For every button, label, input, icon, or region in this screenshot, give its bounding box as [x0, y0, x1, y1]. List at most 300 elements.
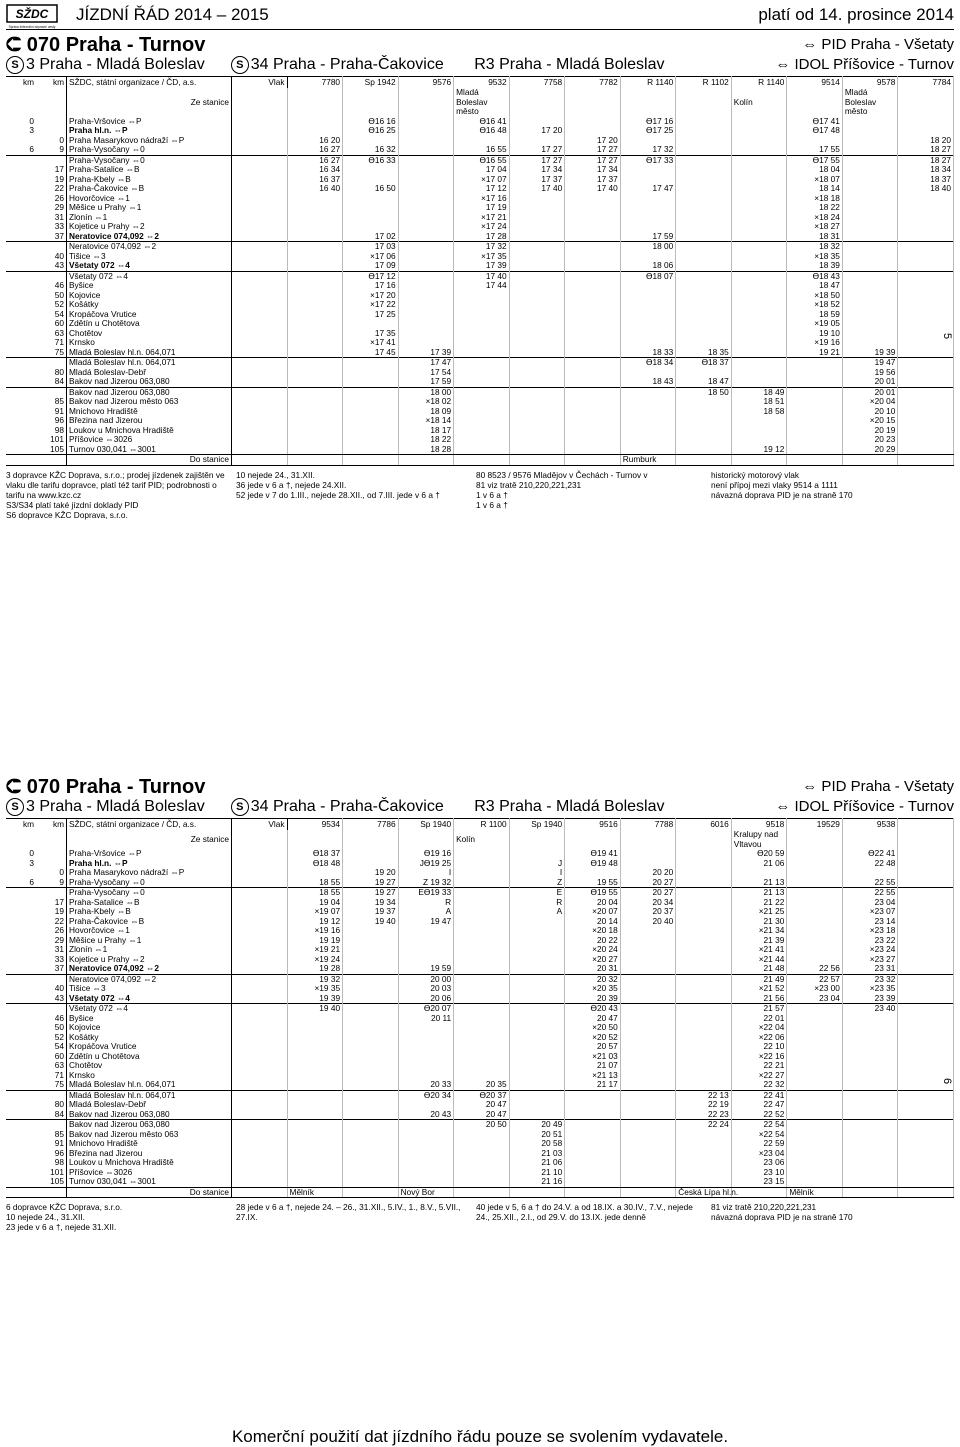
cell: [232, 358, 288, 368]
from-station: [343, 830, 399, 849]
header-cell: 9518: [731, 819, 787, 831]
time-cell: [898, 1042, 954, 1052]
km-cell: 22: [54, 183, 64, 193]
km-cell: 26: [54, 925, 64, 935]
time-cell: [676, 1168, 732, 1178]
time-cell: [842, 1052, 898, 1062]
table-row: [6, 252, 954, 262]
time-cell: [620, 945, 676, 955]
to-station: [731, 1187, 787, 1198]
time-cell: 19 12: [287, 917, 343, 927]
table-row: [6, 184, 954, 194]
time-cell: [509, 994, 565, 1004]
cell: [232, 1100, 288, 1110]
time-cell: [898, 338, 954, 348]
s-line-badge: S: [231, 798, 249, 816]
station-name: Praha-Čakovice ⇔B: [67, 917, 232, 927]
time-cell: 16 27: [287, 145, 343, 155]
integrated-transport-2: ⇔ IDOL Příšovice - Turnov: [775, 56, 954, 73]
km-cell: 52: [54, 1031, 64, 1042]
footnote: 6 dopravce KŽC Doprava, s.r.o.: [6, 1202, 123, 1212]
time-cell: [287, 377, 343, 387]
cell: [232, 945, 288, 955]
time-cell: [898, 1168, 954, 1178]
table-row: [6, 310, 954, 320]
time-cell: 19 59: [398, 964, 454, 974]
station-name: Kojetice u Prahy ⇔2: [67, 955, 232, 965]
station-name: Praha-Vršovice ⇔P: [67, 849, 232, 859]
km-cell: 46: [54, 1012, 64, 1023]
to-station: [898, 455, 954, 466]
km-cell: [6, 232, 36, 242]
time-cell: [454, 1139, 510, 1149]
to-station: [565, 455, 621, 466]
time-cell: 18 34: [898, 165, 954, 175]
time-cell: [620, 1004, 676, 1014]
station-name: Všetaty 072 ⇔4: [67, 261, 232, 271]
station-name: Mladá Boleslav-Debř: [67, 368, 232, 378]
time-cell: [676, 945, 732, 955]
station-name: Neratovice 074,092 ⇔2: [67, 974, 232, 984]
time-cell: [454, 291, 510, 301]
time-cell: [842, 155, 898, 165]
station-name: Neratovice 074,092 ⇔2: [67, 242, 232, 252]
header-cell: Vlak: [232, 819, 288, 831]
time-cell: [787, 917, 843, 927]
time-cell: [454, 1061, 510, 1071]
cell: [232, 1014, 288, 1024]
km-cell: [6, 184, 36, 194]
cell: [232, 175, 288, 185]
time-cell: ×22 27: [731, 1071, 787, 1081]
time-cell: Ɵ17 33: [620, 155, 676, 165]
table-row: [6, 319, 954, 329]
sub-route-number: 3: [26, 56, 35, 73]
header-divider: [6, 29, 954, 30]
time-cell: A: [398, 907, 454, 917]
cell: [232, 145, 288, 155]
time-cell: [343, 849, 399, 859]
km-cell: [6, 271, 36, 281]
time-cell: [509, 435, 565, 445]
time-cell: [898, 926, 954, 936]
time-cell: [787, 1130, 843, 1140]
time-cell: A: [509, 907, 565, 917]
time-cell: [787, 907, 843, 917]
time-cell: [676, 271, 732, 281]
cell: [232, 898, 288, 908]
table-row: [6, 445, 954, 455]
time-cell: [509, 1052, 565, 1062]
km-cell: [6, 936, 36, 946]
km-cell: [6, 888, 36, 898]
time-cell: ×20 04: [842, 397, 898, 407]
time-cell: [343, 1052, 399, 1062]
time-cell: 17 27: [565, 155, 621, 165]
time-cell: [731, 117, 787, 127]
time-cell: [676, 261, 732, 271]
time-cell: [676, 194, 732, 204]
table-row: [6, 358, 954, 368]
time-cell: [565, 271, 621, 281]
time-cell: [287, 300, 343, 310]
time-cell: 16 40: [287, 184, 343, 194]
s-line-badge: S: [6, 798, 24, 816]
time-cell: [842, 117, 898, 127]
time-cell: 20 01: [842, 387, 898, 397]
time-cell: [676, 964, 732, 974]
time-cell: [287, 338, 343, 348]
sub-route-label: Praha - Mladá Boleslav: [34, 798, 205, 815]
cell: [232, 849, 288, 859]
time-cell: [509, 917, 565, 927]
to-station: Nový Bor: [398, 1187, 454, 1198]
time-cell: [509, 348, 565, 358]
time-cell: [842, 1033, 898, 1043]
header-cell: 19529: [787, 819, 843, 831]
cell: [232, 222, 288, 232]
sub-route-number: 34: [250, 798, 269, 815]
time-cell: ×21 41: [731, 945, 787, 955]
time-cell: [842, 213, 898, 223]
cell: [36, 88, 67, 117]
time-cell: [676, 955, 732, 965]
time-cell: 21 07: [565, 1061, 621, 1071]
sub-route: [470, 56, 665, 73]
page-number-5: 5: [940, 332, 953, 340]
station-name: Praha-Satalice ⇔B: [67, 165, 232, 175]
cell: [232, 397, 288, 407]
time-cell: [565, 117, 621, 127]
time-cell: 22 23: [676, 1110, 732, 1120]
table-row: [6, 397, 954, 407]
station-name: Březina nad Jizerou: [67, 416, 232, 426]
km-cell: 46: [54, 280, 64, 290]
time-cell: [509, 1090, 565, 1100]
time-cell: 20 29: [842, 445, 898, 455]
time-cell: 17 45: [343, 348, 399, 358]
to-station: [509, 455, 565, 466]
time-cell: [509, 338, 565, 348]
km-cell: [6, 945, 36, 955]
km-cell: 50: [54, 289, 64, 300]
sub-route-number: 34: [250, 56, 269, 73]
sub-route: [231, 798, 444, 815]
time-cell: 17 32: [620, 145, 676, 155]
time-cell: [343, 1014, 399, 1024]
station-name: Všetaty 072 ⇔4: [67, 1004, 232, 1014]
station-name: Neratovice 074,092 ⇔2: [67, 964, 232, 974]
time-cell: Ɵ20 59: [731, 849, 787, 859]
time-cell: 23 15: [731, 1177, 787, 1187]
time-cell: [787, 1023, 843, 1033]
time-cell: [842, 291, 898, 301]
time-cell: [343, 358, 399, 368]
time-cell: [343, 397, 399, 407]
time-cell: [509, 222, 565, 232]
time-cell: [454, 859, 510, 869]
validity-date: platí od 14. prosince 2014: [758, 5, 954, 24]
time-cell: [676, 203, 732, 213]
time-cell: 17 34: [565, 165, 621, 175]
time-cell: [898, 252, 954, 262]
from-label: Ze stanice: [67, 88, 232, 117]
station-name: Praha-Vysočany ⇔0: [67, 155, 232, 165]
time-cell: [287, 1052, 343, 1062]
table-row: [6, 377, 954, 387]
header-cell: 9532: [454, 77, 510, 89]
time-cell: 18 27: [898, 155, 954, 165]
header-cell: km: [36, 77, 67, 89]
km-cell: [6, 377, 36, 387]
station-name: Kropáčova Vrutice: [67, 1042, 232, 1052]
km-cell: [6, 984, 36, 994]
time-cell: [454, 849, 510, 859]
time-cell: 20 23: [842, 435, 898, 445]
cell: [36, 830, 67, 849]
time-cell: [842, 319, 898, 329]
time-cell: [620, 319, 676, 329]
km-cell: 43: [54, 260, 64, 270]
line-name: [6, 776, 205, 799]
time-cell: [898, 1014, 954, 1024]
time-cell: [620, 1023, 676, 1033]
time-cell: ×17 20: [343, 291, 399, 301]
time-cell: [454, 387, 510, 397]
time-cell: [398, 222, 454, 232]
time-cell: 21 56: [731, 994, 787, 1004]
footnote: 36 jede v 6 a †, nejede 24.XII.: [236, 479, 347, 490]
cell: [232, 907, 288, 917]
table-row: [6, 1052, 954, 1062]
time-cell: [343, 1158, 399, 1168]
time-cell: [287, 368, 343, 378]
time-cell: [731, 426, 787, 436]
time-cell: [287, 310, 343, 320]
sub-routes: [6, 798, 954, 818]
time-cell: [565, 222, 621, 232]
to-station: [898, 1187, 954, 1198]
time-cell: [509, 329, 565, 339]
time-cell: [509, 1080, 565, 1090]
time-cell: [731, 242, 787, 252]
time-cell: 17 35: [343, 329, 399, 339]
time-cell: [565, 426, 621, 436]
time-cell: [898, 242, 954, 252]
time-cell: [731, 213, 787, 223]
time-cell: 22 59: [731, 1139, 787, 1149]
header-cell: 9578: [842, 77, 898, 89]
time-cell: [787, 1100, 843, 1110]
time-cell: [343, 213, 399, 223]
timetable-sheet-2: [6, 776, 954, 1262]
time-cell: 23 39: [842, 994, 898, 1004]
time-cell: [676, 397, 732, 407]
szdc-logo: [6, 4, 58, 30]
time-cell: [398, 281, 454, 291]
time-cell: [565, 338, 621, 348]
time-cell: [287, 348, 343, 358]
time-cell: [398, 261, 454, 271]
km-cell: 31: [54, 944, 64, 954]
time-cell: [842, 222, 898, 232]
time-cell: R: [398, 898, 454, 908]
from-label: Ze stanice: [67, 830, 232, 849]
time-cell: 20 19: [842, 426, 898, 436]
time-cell: [898, 1090, 954, 1100]
km-cell: 63: [54, 327, 64, 338]
cell: [232, 117, 288, 127]
time-cell: [509, 300, 565, 310]
time-cell: 18 20: [898, 136, 954, 146]
table-row: [6, 917, 954, 927]
cell: [36, 455, 67, 466]
time-cell: 18 51: [731, 397, 787, 407]
time-cell: 18 55: [287, 888, 343, 898]
time-cell: [620, 1110, 676, 1120]
time-cell: [454, 416, 510, 426]
km-cell: [6, 203, 36, 213]
time-cell: [842, 1110, 898, 1120]
km-cell: 98: [54, 1157, 64, 1167]
time-cell: [287, 1090, 343, 1100]
time-cell: [898, 232, 954, 242]
time-cell: [454, 426, 510, 436]
time-cell: ×19 21: [287, 945, 343, 955]
time-cell: [343, 1080, 399, 1090]
cell: [232, 232, 288, 242]
km-cell: 0: [59, 134, 64, 145]
time-cell: [898, 955, 954, 965]
time-cell: [454, 1052, 510, 1062]
time-cell: [731, 175, 787, 185]
time-cell: [676, 917, 732, 927]
cell: [232, 1187, 288, 1198]
time-cell: [787, 1004, 843, 1014]
from-station: Kolín: [731, 88, 787, 117]
time-cell: 22 55: [842, 888, 898, 898]
km-cell: 37: [54, 230, 64, 241]
from-station: [898, 88, 954, 117]
time-cell: [454, 397, 510, 407]
time-cell: [454, 1149, 510, 1159]
header-cell: R 1140: [620, 77, 676, 89]
time-cell: [287, 1168, 343, 1178]
time-cell: 22 41: [731, 1090, 787, 1100]
time-cell: [454, 368, 510, 378]
time-cell: [454, 955, 510, 965]
time-cell: [842, 281, 898, 291]
time-cell: [343, 1149, 399, 1159]
table-row: [6, 1177, 954, 1187]
time-cell: [509, 926, 565, 936]
station-name: Všetaty 072 ⇔4: [67, 271, 232, 281]
time-cell: Ɵ17 48: [787, 126, 843, 136]
km-cell: 6: [29, 144, 34, 154]
table-row: [6, 926, 954, 936]
header-cell: 7786: [343, 819, 399, 831]
sub-route-number: 3: [26, 798, 35, 815]
time-cell: [343, 945, 399, 955]
cell: [232, 387, 288, 397]
time-cell: 17 28: [454, 232, 510, 242]
time-cell: [509, 377, 565, 387]
km-cell: [36, 1120, 67, 1130]
time-cell: [565, 310, 621, 320]
time-cell: 19 34: [343, 898, 399, 908]
time-cell: [731, 222, 787, 232]
station-name: Zdětín u Chotětova: [67, 319, 232, 329]
cell: [232, 407, 288, 417]
from-station: [398, 830, 454, 849]
km-cell: 91: [54, 405, 64, 416]
from-station: Kralupy nad Vltavou: [731, 830, 787, 849]
time-cell: 18 35: [676, 348, 732, 358]
time-cell: 22 52: [731, 1110, 787, 1120]
time-cell: 23 32: [842, 974, 898, 984]
time-cell: [454, 1130, 510, 1140]
time-cell: [731, 155, 787, 165]
time-cell: [787, 878, 843, 888]
table-row: [6, 426, 954, 436]
time-cell: [565, 387, 621, 397]
time-cell: 17 55: [787, 145, 843, 155]
table-row: [6, 232, 954, 242]
time-cell: [731, 291, 787, 301]
cell: [232, 1090, 288, 1100]
cell: [232, 1004, 288, 1014]
station-name: Bakov nad Jizerou 063,080: [67, 1110, 232, 1120]
time-cell: ×18 24: [787, 213, 843, 223]
to-station: Mělník: [287, 1187, 343, 1198]
table-row: [6, 300, 954, 310]
time-cell: [343, 1177, 399, 1187]
sub-route: [231, 56, 444, 73]
km-cell: 3: [29, 857, 34, 868]
time-cell: [565, 368, 621, 378]
time-cell: [620, 165, 676, 175]
cell: [232, 348, 288, 358]
time-cell: [676, 145, 732, 155]
time-cell: 17 59: [398, 377, 454, 387]
time-cell: [454, 338, 510, 348]
time-cell: [287, 1071, 343, 1081]
time-cell: 18 55: [287, 878, 343, 888]
time-cell: [787, 368, 843, 378]
time-cell: [509, 203, 565, 213]
table-row: [6, 194, 954, 204]
time-cell: [620, 426, 676, 436]
time-cell: ×23 00: [787, 984, 843, 994]
cell: [232, 1158, 288, 1168]
time-cell: 23 40: [842, 1004, 898, 1014]
cell: [232, 213, 288, 223]
time-cell: [676, 1061, 732, 1071]
km-cell: [6, 926, 36, 936]
header-cell: Sp 1942: [343, 77, 399, 89]
time-cell: [676, 974, 732, 984]
time-cell: [620, 300, 676, 310]
cell: [232, 300, 288, 310]
time-cell: [620, 984, 676, 994]
time-cell: [454, 878, 510, 888]
km-cell: 40: [54, 983, 64, 993]
cell: [232, 868, 288, 878]
svg-text:SŽDC: SŽDC: [15, 7, 49, 21]
line-label: 070 Praha - Turnov: [26, 34, 206, 56]
km-cell: 101: [50, 434, 64, 444]
time-cell: [898, 117, 954, 127]
